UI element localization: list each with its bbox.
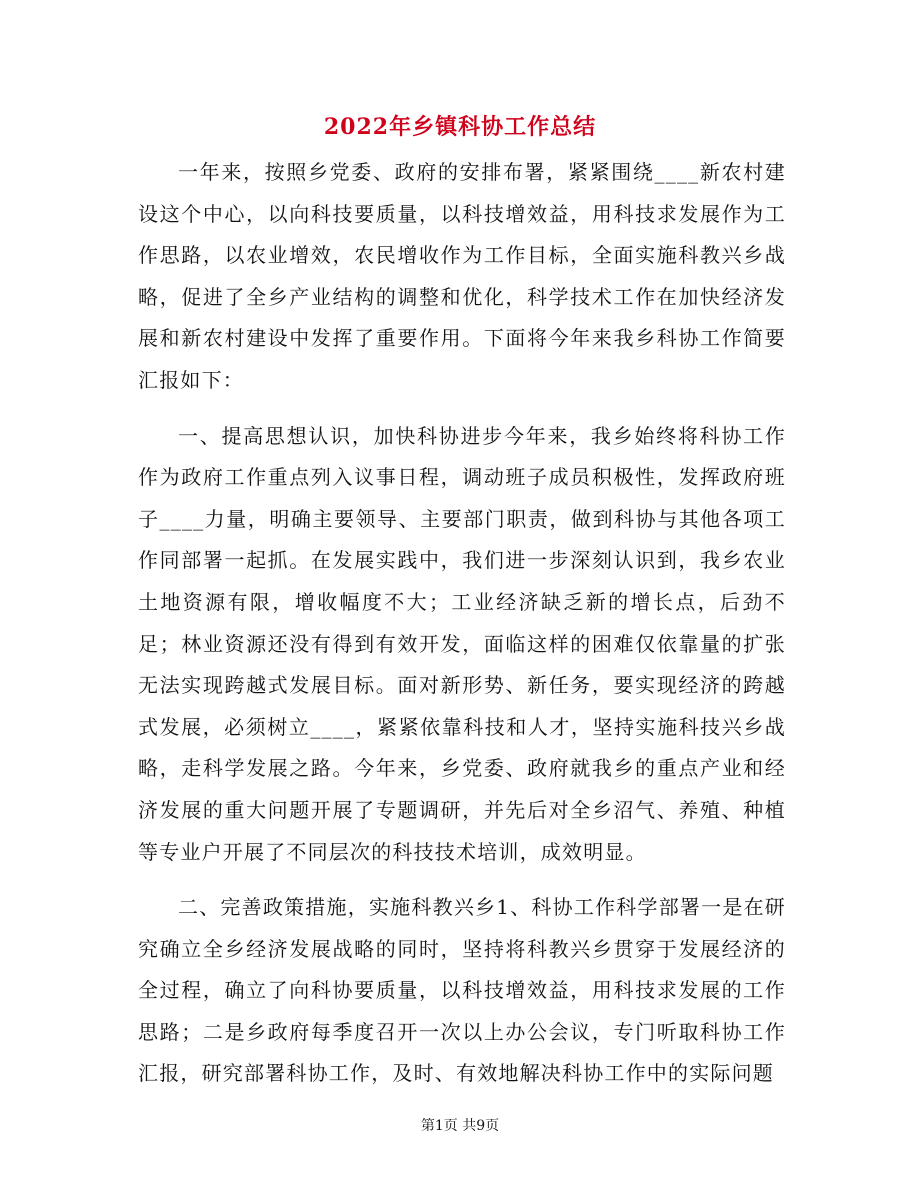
document-title: 2022年乡镇科协工作总结 xyxy=(323,114,597,140)
page-number-footer: 第1页 共9页 xyxy=(420,1118,500,1134)
paragraph-section-two: 二、完善政策措施，实施科教兴乡1、科协工作科学部署一是在研究确立全乡经济发展战略的同时，坚持将科教兴乡贯穿于发展经济的全过程，确立了向科协要质量，以科技增效益，用科技求发展的工作思路；二是乡政府每季度召开一次以上办公会议，专门听取科协工作汇报，研究部署科协工作，及时、有效地解决科协工作中的实际问题 xyxy=(138,895,786,1086)
document-body xyxy=(138,152,786,1095)
paragraph-intro: 一年来，按照乡党委、政府的安排布署，紧紧围绕____新农村建设这个中心，以向科技要质量，以科技增效益，用科技求发展作为工作思路，以农业增效，农民增收作为工作目标，全面实施科教兴乡战略，促进了全乡产业结构的调整和优化，科学技术工作在加快经济发展和新农村建设中发挥了重要作用。下面将今年来我乡科协工作简要汇报如下： xyxy=(138,160,786,392)
paragraph-section-one: 一、提高思想认识，加快科协进步今年来，我乡始终将科协工作作为政府工作重点列入议事日程，调动班子成员积极性，发挥政府班子____力量，明确主要领导、主要部门职责，做到科协与其他各项工作同部署一起抓。在发展实践中，我们进一步深刻认识到，我乡农业土地资源有限，增收幅度不大；工业经济缺乏新的增长点，后劲不足；林业资源还没有得到有效开发，面临这样的困难仅依靠量的扩张无法实现跨越式发展目标。面对新形势、新任务，要实现经济的跨越式发展，必须树立____，紧紧依靠科技和人才，坚持实施科技兴乡战略，走科学发展之路。今年来，乡党委、政府就我乡的重点产业和经济发展的重大问题开展了专题调研，并先后对全乡沼气、养殖、种植等专业户开展了不同层次的科技技术培训，成效明显。 xyxy=(138,423,786,864)
